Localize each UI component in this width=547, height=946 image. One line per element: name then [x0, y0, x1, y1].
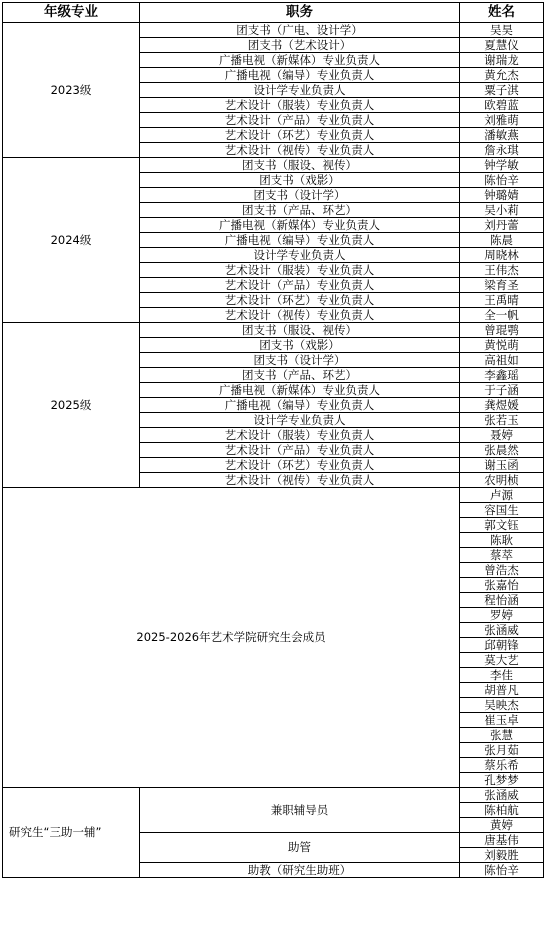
- name-cell: 谢玉函: [460, 458, 544, 473]
- name-cell: 吴小莉: [460, 203, 544, 218]
- name-cell: 张月茹: [460, 743, 544, 758]
- name-cell: 高祖如: [460, 353, 544, 368]
- name-cell: 张若玉: [460, 413, 544, 428]
- name-cell: 崔玉卓: [460, 713, 544, 728]
- table-row: [3, 158, 544, 173]
- header-name: 姓名: [460, 3, 544, 23]
- position-cell: 艺术设计（产品）专业负责人: [140, 278, 460, 293]
- table-row: [3, 23, 544, 38]
- name-cell: 黄悦萌: [460, 338, 544, 353]
- position-cell: 艺术设计（服装）专业负责人: [140, 428, 460, 443]
- name-cell: 刘丹蕾: [460, 218, 544, 233]
- name-cell: 孔梦梦: [460, 773, 544, 788]
- grad-union-label: 2025-2026年艺术学院研究生会成员: [3, 488, 460, 788]
- name-cell: 欧碧蓝: [460, 98, 544, 113]
- position-cell: 团支书（艺术设计）: [140, 38, 460, 53]
- name-cell: 谢瑞龙: [460, 53, 544, 68]
- name-cell: 黄允杰: [460, 68, 544, 83]
- position-cell: 兼职辅导员: [140, 788, 460, 833]
- table-row: [3, 488, 544, 503]
- name-cell: 全一帆: [460, 308, 544, 323]
- name-cell: 刘毅胜: [460, 848, 544, 863]
- name-cell: 蔡乐希: [460, 758, 544, 773]
- position-cell: 广播电视（编导）专业负责人: [140, 68, 460, 83]
- table-row: [3, 323, 544, 338]
- name-cell: 钟学敏: [460, 158, 544, 173]
- position-cell: 设计学专业负责人: [140, 248, 460, 263]
- name-cell: 莫大艺: [460, 653, 544, 668]
- position-cell: 广播电视（新媒体）专业负责人: [140, 218, 460, 233]
- name-cell: 张慧: [460, 728, 544, 743]
- position-cell: 艺术设计（产品）专业负责人: [140, 113, 460, 128]
- position-cell: 艺术设计（环艺）专业负责人: [140, 128, 460, 143]
- name-cell: 卢源: [460, 488, 544, 503]
- name-cell: 唐基伟: [460, 833, 544, 848]
- position-cell: 设计学专业负责人: [140, 413, 460, 428]
- position-cell: 团支书（产品、环艺）: [140, 203, 460, 218]
- position-cell: 团支书（产品、环艺）: [140, 368, 460, 383]
- name-cell: 陈耿: [460, 533, 544, 548]
- position-cell: 团支书（服设、视传）: [140, 323, 460, 338]
- name-cell: 周晓林: [460, 248, 544, 263]
- position-cell: 艺术设计（服装）专业负责人: [140, 98, 460, 113]
- name-cell: 胡普凡: [460, 683, 544, 698]
- position-cell: 助管: [140, 833, 460, 863]
- three-assist-label: 研究生“三助一辅”: [3, 788, 140, 878]
- name-cell: 王伟杰: [460, 263, 544, 278]
- name-cell: 陈怡辛: [460, 863, 544, 878]
- name-cell: 蔡萃: [460, 548, 544, 563]
- name-cell: 刘雅萌: [460, 113, 544, 128]
- name-cell: 潘敏燕: [460, 128, 544, 143]
- name-cell: 陈晨: [460, 233, 544, 248]
- position-cell: 团支书（戏影）: [140, 173, 460, 188]
- header-position: 职务: [140, 3, 460, 23]
- header-row: [3, 3, 544, 23]
- grade-cell: 2023级: [3, 23, 140, 158]
- name-cell: 夏慧仪: [460, 38, 544, 53]
- position-cell: 艺术设计（环艺）专业负责人: [140, 458, 460, 473]
- name-cell: 聂婷: [460, 428, 544, 443]
- name-cell: 张晨然: [460, 443, 544, 458]
- position-cell: 广播电视（新媒体）专业负责人: [140, 383, 460, 398]
- position-cell: 团支书（广电、设计学）: [140, 23, 460, 38]
- name-cell: 郭文钰: [460, 518, 544, 533]
- position-cell: 艺术设计（视传）专业负责人: [140, 143, 460, 158]
- name-cell: 容国生: [460, 503, 544, 518]
- table-row: [3, 788, 544, 803]
- name-cell: 于子涵: [460, 383, 544, 398]
- name-cell: 曾琨鹗: [460, 323, 544, 338]
- name-cell: 龚煜媛: [460, 398, 544, 413]
- name-cell: 李鑫瑶: [460, 368, 544, 383]
- position-cell: 艺术设计（环艺）专业负责人: [140, 293, 460, 308]
- position-cell: 团支书（设计学）: [140, 353, 460, 368]
- name-cell: 曾浩杰: [460, 563, 544, 578]
- name-cell: 黄婷: [460, 818, 544, 833]
- position-cell: 团支书（设计学）: [140, 188, 460, 203]
- name-cell: 罗婷: [460, 608, 544, 623]
- position-cell: 团支书（戏影）: [140, 338, 460, 353]
- name-cell: 詹永琪: [460, 143, 544, 158]
- position-cell: 助教（研究生助班）: [140, 863, 460, 878]
- position-cell: 广播电视（编导）专业负责人: [140, 398, 460, 413]
- position-cell: 艺术设计（视传）专业负责人: [140, 308, 460, 323]
- grade-cell: 2025级: [3, 323, 140, 488]
- position-cell: 艺术设计（产品）专业负责人: [140, 443, 460, 458]
- name-cell: 王禹晴: [460, 293, 544, 308]
- position-cell: 艺术设计（视传）专业负责人: [140, 473, 460, 488]
- staff-table: [2, 2, 544, 878]
- name-cell: 吴昊: [460, 23, 544, 38]
- name-cell: 农明桢: [460, 473, 544, 488]
- name-cell: 李佳: [460, 668, 544, 683]
- header-grade: 年级专业: [3, 3, 140, 23]
- name-cell: 吴映杰: [460, 698, 544, 713]
- position-cell: 广播电视（新媒体）专业负责人: [140, 53, 460, 68]
- name-cell: 梁育圣: [460, 278, 544, 293]
- position-cell: 团支书（服设、视传）: [140, 158, 460, 173]
- name-cell: 邱朝锋: [460, 638, 544, 653]
- position-cell: 设计学专业负责人: [140, 83, 460, 98]
- name-cell: 粟子淇: [460, 83, 544, 98]
- name-cell: 张嘉怡: [460, 578, 544, 593]
- name-cell: 程怡涵: [460, 593, 544, 608]
- name-cell: 钟璐婧: [460, 188, 544, 203]
- name-cell: 陈怡辛: [460, 173, 544, 188]
- name-cell: 张涵威: [460, 788, 544, 803]
- name-cell: 张涵威: [460, 623, 544, 638]
- position-cell: 艺术设计（服装）专业负责人: [140, 263, 460, 278]
- grade-cell: 2024级: [3, 158, 140, 323]
- position-cell: 广播电视（编导）专业负责人: [140, 233, 460, 248]
- name-cell: 陈柏航: [460, 803, 544, 818]
